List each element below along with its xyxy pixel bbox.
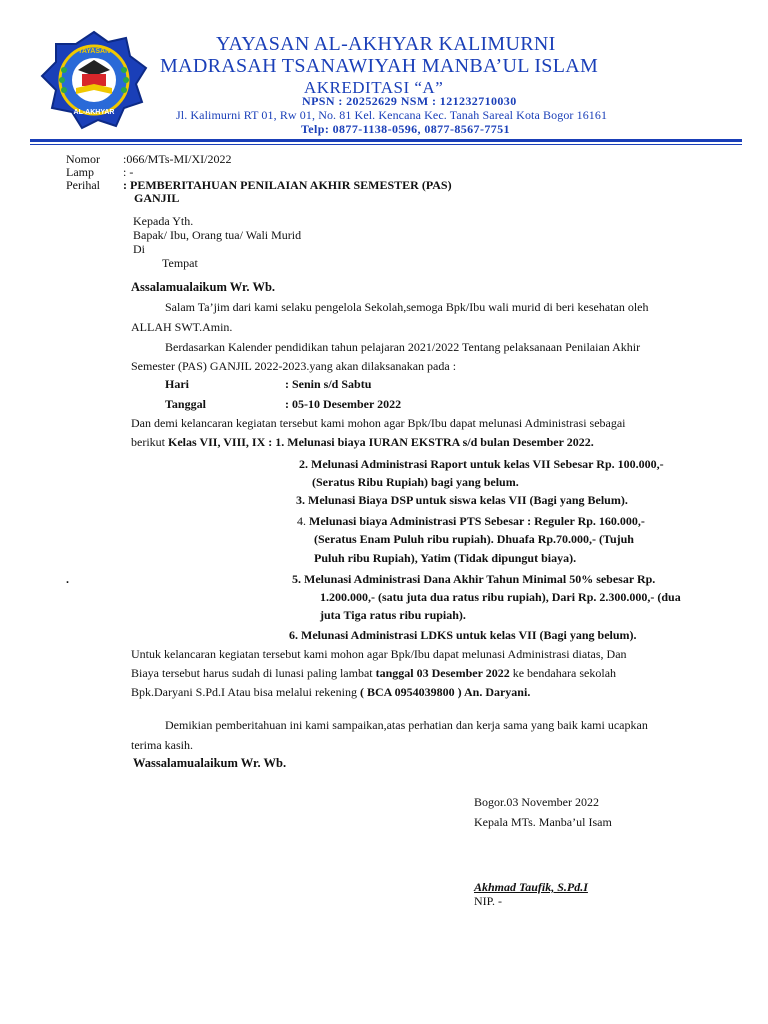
nomor-label: Nomor xyxy=(66,152,100,166)
item-1: Kelas VII, VIII, IX : 1. Melunasi biaya IURAN EKSTRA s/d bulan Desember 2022. xyxy=(168,435,594,449)
paragraph-1-line-1: Salam Ta’jim dari kami selaku pengelola Sekolah,semoga Bpk/Ibu wali murid di beri kesehatan oleh xyxy=(165,300,649,314)
paragraph-5-line-1: Demikian pemberitahuan ini kami sampaikan,atas perhatian dan kerja sama yang baik kami ucapkan xyxy=(165,718,648,732)
paragraph-3-line-1: Dan demi kelancaran kegiatan tersebut kami mohon agar Bpk/Ibu dapat melunasi Administrasi sebagai xyxy=(131,416,626,430)
signatory-position: Kepala MTs. Manba’ul Isam xyxy=(474,815,612,829)
item-2-line-1: 2. Melunasi Administrasi Raport untuk kelas VII Sebesar Rp. 100.000,- xyxy=(299,457,664,471)
tanggal-value: : 05-10 Desember 2022 xyxy=(285,397,402,411)
hari-label: Hari xyxy=(165,377,189,391)
bank-account: ( BCA 0954039800 ) An. Daryani. xyxy=(359,685,531,699)
item-5-line-1: 5. Melunasi Administrasi Dana Akhir Tahun Minimal 50% sebesar Rp. xyxy=(292,572,656,586)
accreditation: AKREDITASI “A” xyxy=(304,78,444,97)
paragraph-4-line-1: Untuk kelancaran kegiatan tersebut kami mohon agar Bpk/Ibu dapat melunasi Administrasi diatas, Dan xyxy=(131,647,627,661)
nomor-value: :066/MTs-MI/XI/2022 xyxy=(123,152,232,166)
foundation-name: YAYASAN AL-AKHYAR KALIMURNI xyxy=(216,33,556,55)
paragraph-4-line-3 xyxy=(131,685,530,700)
item-5-line-3: juta Tiga ratus ribu rupiah). xyxy=(320,608,466,622)
paragraph-3-line-2 xyxy=(131,435,594,450)
greeting: Assalamualaikum Wr. Wb. xyxy=(131,280,276,294)
paragraph-2-line-2: Semester (PAS) GANJIL 2022-2023.yang akan dilaksanakan pada : xyxy=(131,359,457,373)
stray-dot: . xyxy=(66,572,69,586)
item-5-line-2: 1.200.000,- (satu juta dua ratus ribu rupiah), Dari Rp. 2.300.000,- (dua xyxy=(320,590,681,604)
perihal-label: Perihal xyxy=(66,178,100,192)
perihal-value: : PEMBERITAHUAN PENILAIAN AKHIR SEMESTER (PAS) xyxy=(123,178,452,192)
closing-greeting: Wassalamualaikum Wr. Wb. xyxy=(133,756,287,770)
item-2-line-2: (Seratus Ribu Rupiah) bagi yang belum. xyxy=(312,475,519,489)
lamp-value: : - xyxy=(123,165,134,179)
place-date: Bogor.03 November 2022 xyxy=(474,795,599,809)
paragraph-4-plain: Biaya tersebut harus sudah di lunasi paling lambat xyxy=(131,666,376,680)
signatory-name: Akhmad Taufik, S.Pd.I xyxy=(474,880,588,894)
item-4-text: Melunasi biaya Administrasi PTS Sebesar : Reguler Rp. 160.000,- xyxy=(309,514,645,528)
item-4-number: 4. xyxy=(297,514,309,528)
paragraph-1-line-2: ALLAH SWT.Amin. xyxy=(131,320,233,334)
deadline-date: tanggal 03 Desember 2022 xyxy=(375,666,510,680)
logo-text-top: YAYASAN xyxy=(77,48,111,55)
hari-value: : Senin s/d Sabtu xyxy=(285,377,372,391)
logo-text-bottom: AL-AKHYAR xyxy=(73,109,115,116)
item-4-line-2: (Seratus Enam Puluh ribu rupiah). Dhuafa Rp.70.000,- (Tujuh xyxy=(314,532,634,546)
school-phone: Telp: 0877-1138-0596, 0877-8567-7751 xyxy=(301,122,510,136)
paragraph-2-line-1: Berdasarkan Kalender pendidikan tahun pelajaran 2021/2022 Tentang pelaksanaan Penilaian Akhir xyxy=(165,340,641,354)
paragraph-5-line-2: terima kasih. xyxy=(131,738,193,752)
item-4-line-1 xyxy=(297,514,645,529)
recipient-line-1: Kepada Yth. xyxy=(133,214,194,228)
perihal-value-2: GANJIL xyxy=(134,191,180,205)
tanggal-label: Tanggal xyxy=(165,397,206,411)
paragraph-4-line-2 xyxy=(131,666,616,681)
lamp-label: Lamp xyxy=(66,165,94,179)
recipient-line-4: Tempat xyxy=(162,256,198,270)
signatory-nip: NIP. - xyxy=(474,894,503,908)
school-address: Jl. Kalimurni RT 01, Rw 01, No. 81 Kel. Kencana Kec. Tanah Sareal Kota Bogor 16161 xyxy=(176,108,608,122)
header-divider-thick xyxy=(30,139,742,142)
school-ids: NPSN : 20252629 NSM : 121232710030 xyxy=(302,94,517,108)
school-name: MADRASAH TSANAWIYAH MANBA’UL ISLAM xyxy=(160,55,599,77)
recipient-line-2: Bapak/ Ibu, Orang tua/ Wali Murid xyxy=(133,228,302,242)
item-4-line-3: Puluh ribu Rupiah), Yatim (Tidak dipungut biaya). xyxy=(314,551,577,565)
paragraph-3-plain: berikut xyxy=(131,435,168,449)
paragraph-4-tail: ke bendahara sekolah xyxy=(509,666,617,680)
school-logo-icon xyxy=(38,30,150,130)
header-divider-thin xyxy=(30,144,742,145)
recipient-line-3: Di xyxy=(133,242,145,256)
paragraph-4-plain-2: Bpk.Daryani S.Pd.I Atau bisa melalui rekening xyxy=(131,685,360,699)
item-6: 6. Melunasi Administrasi LDKS untuk kelas VII (Bagi yang belum). xyxy=(289,628,637,642)
item-3: 3. Melunasi Biaya DSP untuk siswa kelas VII (Bagi yang Belum). xyxy=(296,493,628,507)
